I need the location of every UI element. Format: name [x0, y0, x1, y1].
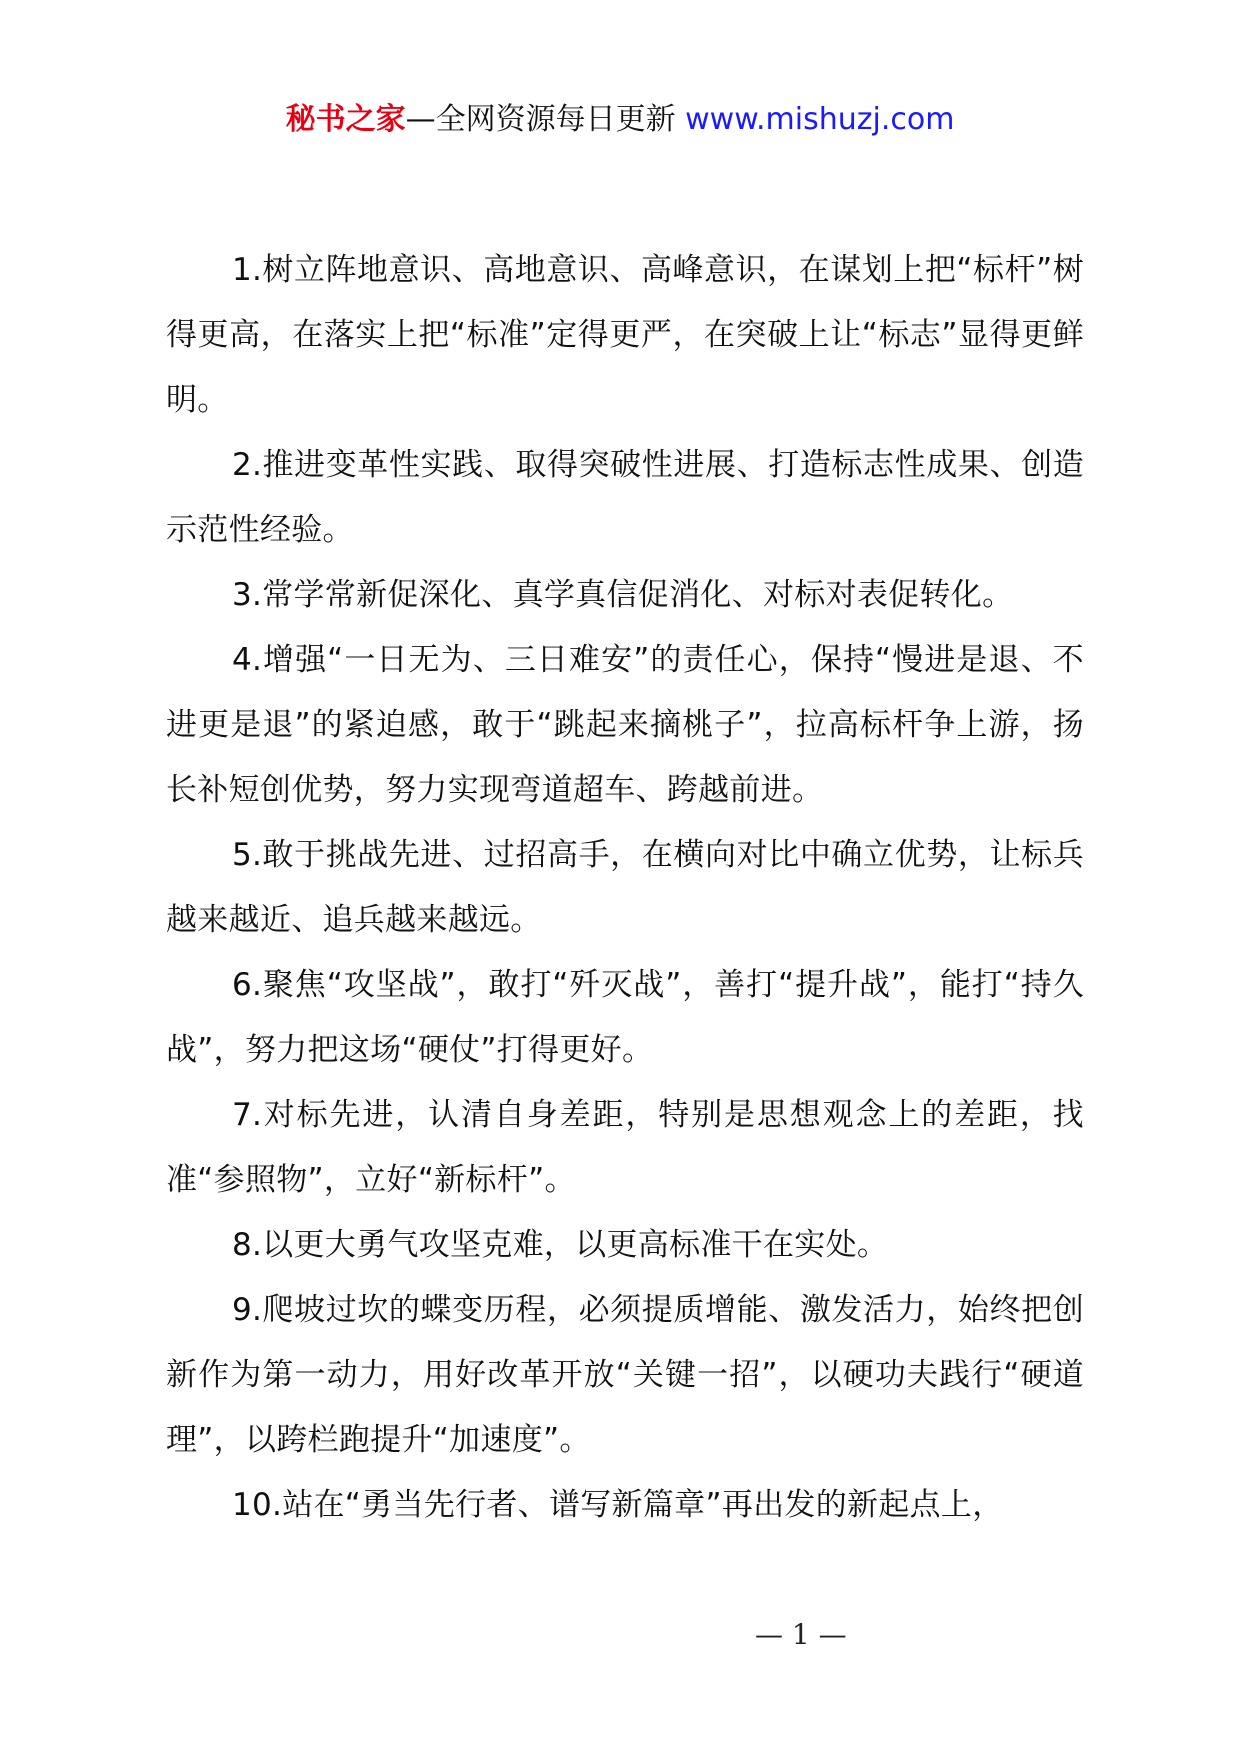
page-header: [0, 100, 1240, 140]
paragraph-5: 5.敢于挑战先进、过招高手，在横向对比中确立优势，让标兵越来越近、追兵越来越远。: [166, 837, 1084, 938]
paragraph-7: 7.对标先进，认清自身差距，特别是思想观念上的差距，找准“参照物”，立好“新标杆”。: [166, 1097, 1084, 1198]
paragraph-10: 10.站在“勇当先行者、谱写新篇章”再出发的新起点上，: [232, 1487, 1004, 1523]
brand-name: 秘书之家: [285, 102, 406, 137]
paragraph-4: 4.增强“一日无为、三日难安”的责任心，保持“慢进是退、不进更是退”的紧迫感，敢于“跳起来摘桃子”，拉高标杆争上游，扬长补短创优势，努力实现弯道超车、跨越前进。: [166, 642, 1084, 808]
paragraph-2: 2.推进变革性实践、取得突破性进展、打造标志性成果、创造示范性经验。: [166, 447, 1084, 548]
header-slogan: —全网资源每日更新: [405, 102, 686, 137]
paragraph-8: 8.以更大勇气攻坚克难，以更高标准干在实处。: [232, 1227, 889, 1263]
page-number: — 1 —: [755, 1618, 847, 1651]
site-url-link[interactable]: www.mishuzj.com: [685, 102, 955, 137]
paragraph-1: 1.树立阵地意识、高地意识、高峰意识，在谋划上把“标杆”树得更高，在落实上把“标准”定得更严，在突破上让“标志”显得更鲜明。: [166, 252, 1084, 418]
document-body: [166, 238, 1084, 1538]
paragraph-6: 6.聚焦“攻坚战”，敢打“歼灭战”，善打“提升战”，能打“持久战”，努力把这场“硬仗”打得更好。: [166, 967, 1084, 1068]
paragraph-3: 3.常学常新促深化、真学真信促消化、对标对表促转化。: [232, 577, 1014, 613]
paragraph-9: 9.爬坡过坎的蝶变历程，必须提质增能、激发活力，始终把创新作为第一动力，用好改革开放“关键一招”，以硬功夫践行“硬道理”，以跨栏跑提升“加速度”。: [166, 1292, 1084, 1458]
